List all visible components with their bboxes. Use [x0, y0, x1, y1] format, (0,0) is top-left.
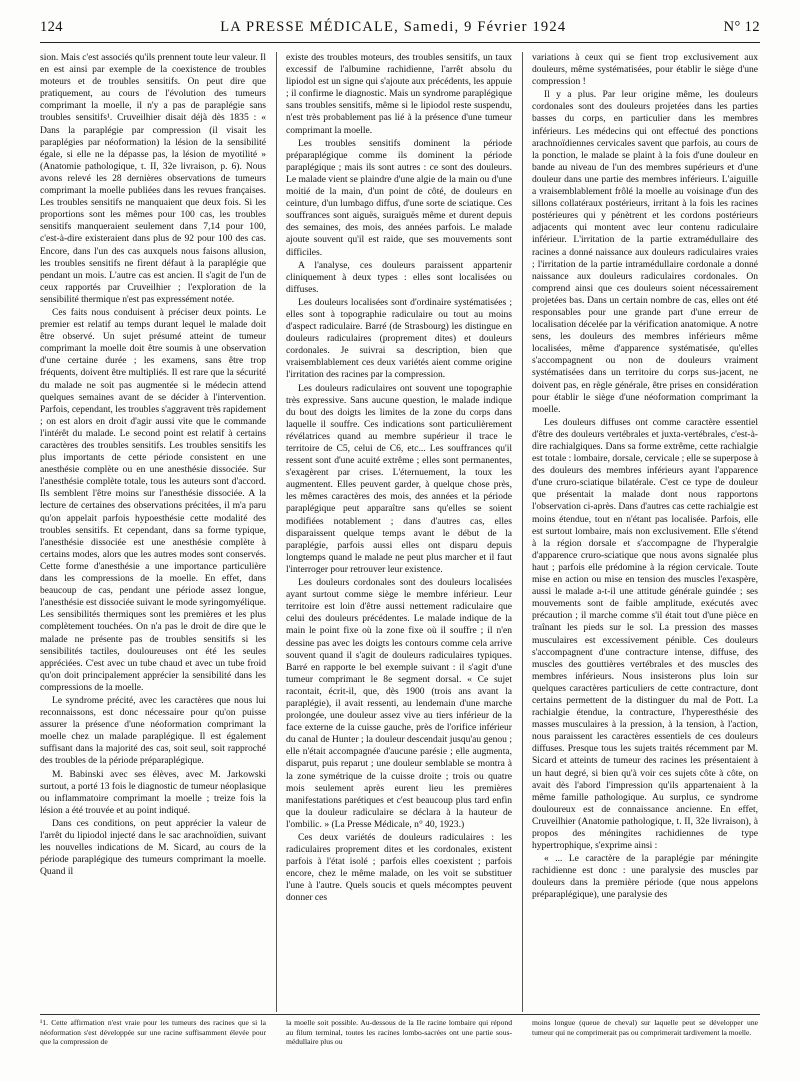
paragraph: variations à ceux qui se fient trop exclusivement aux douleurs, même systématisées, pour établir le siège d'une compression !: [532, 52, 758, 88]
footnote: la moelle soit possible. Au-dessous de la IIe racine lombaire qui répond au filum terminal, toutes les racines lombo-sacrées ont une partie sous-médullaire plus ou: [286, 1018, 512, 1047]
paragraph: sion. Mais c'est associés qu'ils prennent toute leur valeur. Il en est ainsi par exemple de la coexistence de troubles moteurs et de troubles sensitifs. On peut dire que pratiquement, au cours de l'évolution des tumeurs comprimant la moelle, il n'y a pas de paraplégie sans troubles sensitifs¹. Cruveilhier disait déjà dès 1835 : « Dans la paraplégie par compression (il visait les paraplégies par néoformation) la lésion de la sensibilité égale, si elle ne la dépasse pas, la lésion de myotilité » (Anatomie pathologique, t. II, 32e livraison, p. 6). Nous avons relevé les 28 dernières observations de tumeurs comprimant la moelle publiées dans les revues françaises. Les troubles sensitifs ne manquaient que deux fois. Si les proportions sont les mêmes pour 100 cas, les troubles sensitifs manqueraient seulement dans 7,14 pour 100, c'est-à-dire existeraient dans plus de 92 pour 100 des cas. Encore, dans l'un des cas auxquels nous faisons allusion, les troubles sensitifs ne firent défaut à la paraplégie que pendant un mois. L'autre cas est ancien. Il s'agit de l'un de ceux rapportés par Cruveilhier ; l'exploration de la sensibilité thermique n'est pas expressément notée.: [40, 52, 266, 305]
paragraph: Les douleurs cordonales sont des douleurs localisées ayant surtout comme siège le membre inférieur. Leur territoire est loin d'être aussi nettement radiculaire que celui des douleurs précédentes. Le malade indique de la main le point fixe où la zone fixe où il souffre ; il n'en dessine pas avec les doigts les contours comme cela arrive souvent quand il s'agit de douleurs radiculaires typiques. Barré en rapporte le bel exemple suivant : il s'agit d'une tumeur comprimant le 8e segment dorsal. « Ce sujet racontait, écrit-il, que, dès 1900 (trois ans avant la paraplégie), il avait ressenti, au lendemain d'une marche prolongée, une douleur assez vive au tiers inférieur de la face externe de la cuisse gauche, près de l'orifice inférieur du canal de Hunter ; la douleur descendait jusqu'au genou ; elle n'était accompagnée d'aucune parésie ; elle augmenta, disparut, puis reparut ; une douleur semblable se montra à la zone symétrique de la cuisse droite ; trois ou quatre mois seulement après eurent lieu les premières manifestations parétiques et c'est beaucoup plus tard enfin que la douleur radiculaire se déclara à la hauteur de l'ombilic. » (La Presse Médicale, n° 40, 1923.): [286, 577, 512, 830]
paragraph: Ces faits nous conduisent à préciser deux points. Le premier est relatif au temps durant lequel le malade doit être observé. Un sujet présumé atteint de tumeur comprimant la moelle doit être soumis à une observation d'une certaine durée ; les examens, sans être trop fréquents, doivent être multipliés. Il est rare que la sécurité du malade ne soit pas augmentée si le médecin attend quelques semaines avant de se décider à l'intervention. Parfois, cependant, les troubles s'aggravent très rapidement ; on est alors en droit d'agir aussi vite que le commande l'intérêt du malade. Le second point est relatif à certains caractères des troubles sensitifs. Les troubles sensitifs les plus importants de cette période consistent en une anesthésie complète ou en une anesthésie dissociée. Sur l'anesthésie complète totale, tous les auteurs sont d'accord. Ils semblent l'être moins sur l'anesthésie dissociée. A la lecture de certaines des observations précitées, il m'a paru qu'on appelait parfois hypoesthésie cette modalité des troubles sensitifs. Et cependant, dans sa forme typique, l'anesthésie dissociée est une anesthésie complète à certains modes, alors que les autres modes sont conservés. Cette forme d'anesthésie a une importance particulière dans les compressions de la moelle. En effet, dans beaucoup de cas, pendant une période assez longue, l'anesthésie est dissociée suivant le mode syringomyélique. Les sensibilités thermiques sont les premières et les plus complètement touchées. On n'a pas le droit de dire que le malade ne présente pas de troubles sensitifs si les sensibilités tactiles, douloureuses ont été les seules appréciées. C'est avec un tube chaud et avec un tube froid qu'on doit principalement apprécier la sensibilité dans les compressions de la moelle.: [40, 306, 266, 693]
paragraph: Dans ces conditions, on peut apprécier la valeur de l'arrêt du lipiodol injecté dans le sac arachnoïdien, suivant les nouvelles indications de M. Sicard, au cours de la période paraplégique des tumeurs comprimant la moelle. Quand il: [40, 817, 266, 878]
issue-number: N° 12: [723, 18, 760, 35]
paragraph: Les douleurs localisées sont d'ordinaire systématisées ; elles sont à topographie radiculaire ou tout au moins d'aspect radiculaire. Barré (de Strasbourg) les distingue en douleurs radiculaires (proprement dites) et douleurs cordonales. Je suivrai sa description, bien que vraisemblablement ces deux variétés aient comme origine l'irritation des racines par la compression.: [286, 296, 512, 381]
paragraph: Les douleurs radiculaires ont souvent une topographie très expressive. Sans aucune question, le malade indique du bout des doigts les limites de la zone du corps dans laquelle il souffre. Ces indications sont particulièrement révélatrices quand au membre supérieur il trace le territoire de C5, celui de C6, etc... Les souffrances qu'il ressent sont d'une acuité extrême ; elles sont permanentes, s'exagèrent par crises. L'éternuement, la toux les augmentent. Elles peuvent garder, à quelque chose près, les mêmes caractères des mois, des années et la période paraplégique peut apparaître sans qu'elles se soient modifiées notablement ; dans d'autres cas, elles disparaissent quelque temps avant le début de la paraplégie, parfois aussi elles ont disparu depuis longtemps quand le malade ne peut plus marcher et il faut l'interroger pour retrouver leur existence.: [286, 382, 512, 575]
paragraph: M. Babinski avec ses élèves, avec M. Jarkowski surtout, a porté 13 fois le diagnostic de tumeur néoplasique ou inflammatoire comprimant la moelle ; treize fois la lésion a été trouvée et au point indiqué.: [40, 768, 266, 816]
page-header: [40, 14, 760, 40]
footnote-rule: [40, 1014, 760, 1015]
column-divider: [276, 52, 277, 1012]
paragraph: Le syndrome précité, avec les caractères que nous lui reconnaissons, est donc nécessaire pour qu'on puisse assurer la présence d'une néoformation comprimant la moelle chez un malade paraplégique. Il est également suffisant dans la majorité des cas, soit seul, soit rapproché des troubles de la période préparaplégique.: [40, 694, 266, 767]
paragraph: Les troubles sensitifs dominent la période préparaplégique comme ils dominent la période paraplégique ; mais ils sont autres : ce sont des douleurs. Le malade vient se plaindre d'une algie de la main ou d'une moitié de la main, d'un point de côté, de douleurs en ceinture, d'un lumbago diffus, d'une sorte de sciatique. Ces souffrances sont aiguës, suraiguës même et durent depuis des semaines, des mois, des années parfois. Le malade ajoute souvent qu'il est raide, que ses mouvements sont difficiles.: [286, 137, 512, 258]
paragraph: existe des troubles moteurs, des troubles sensitifs, un taux excessif de l'albumine rachidienne, l'arrêt absolu du lipiodol est un signe qui s'ajoute aux précédents, les appuie ; il confirme le diagnostic. Mais un syndrome paraplégique sans troubles sensitifs, même si le lipiodol reste suspendu, n'est très probablement pas lié à la présence d'une tumeur comprimant la moelle.: [286, 52, 512, 136]
paragraph: Les douleurs diffuses ont comme caractère essentiel d'être des douleurs vertébrales et juxta-vertébrales, c'est-à-dire rachialgiques. Dans sa forme extrême, cette rachialgie est totale : lombaire, dorsale, cervicale ; elle se superpose à des douleurs des membres inférieurs ayant l'apparence d'une cruro-sciatique bilatérale. C'est ce type de douleur que présentait la malade dont nous rapportons l'observation ci-après. Dans d'autres cas cette rachialgie est moins étendue, tout en n'étant pas localisée. Parfois, elle est surtout lombaire, mais non exclusivement. Elle s'étend à la région dorsale et s'accompagne de l'hyperalgie d'apparence cruro-sciatique que nous avons signalée plus haut ; parfois elle prédomine à la région cervicale. Toute mise en action ou mise en tension des muscles l'exaspère, aussi le malade a-t-il une attitude générale guindée ; ses mouvements sont de faible amplitude, exécutés avec précaution ; il marche comme s'il était tout d'une pièce en traînant les pieds sur le sol. La pression des masses musculaires est excessivement pénible. Ces douleurs s'accompagnent d'une contracture intense, diffuse, des muscles des gouttières vertébrales et des muscles des membres inférieurs. Nous insisterons plus loin sur quelques caractères particuliers de cette contracture, dont certains permettent de la distinguer du mal de Pott. La rachialgie étendue, la contracture, l'hyperesthésie des masses musculaires à la pression, à la tension, à l'action, nous paraissent les caractères essentiels de ces douleurs diffuses. Presque tous les sujets traités récemment par M. Sicard et atteints de tumeur des racines les présentaient à un haut degré, si bien qu'à voir ces sujets côte à côte, on avait dès l'abord l'impression qu'ils appartenaient à la même famille pathologique. Au surplus, ce syndrome douloureux est de connaissance ancienne. En effet, Cruveilhier (Anatomie pathologique, t. II, 32e livraison), à propos des méningites rachidiennes de type hypertrophique, s'exprime ainsi :: [532, 416, 758, 852]
text-column-3: [532, 52, 758, 1012]
journal-title: LA PRESSE MÉDICALE, Samedi, 9 Février 1924: [220, 18, 567, 35]
text-column-2: [286, 52, 512, 1012]
paragraph: « ... Le caractère de la paraplégie par méningite rachidienne est donc : une paralysie des muscles par douleurs dans la première période (que nous appelons préparaplégique), une paralysie des: [532, 853, 758, 901]
paragraph: Il y a plus. Par leur origine même, les douleurs cordonales sont des douleurs projetées dans les parties basses du corps, en particulier dans les membres inférieurs. Les médecins qui ont effectué des ponctions arachnoïdiennes cervicales savent que parfois, au cours de la ponction, le malade se plaint à la fois d'une douleur en bande au niveau de l'un des membres supérieurs et d'une douleur dans une partie des membres inférieurs. L'aiguille a vraisemblablement frôlé la moelle au voisinage d'un des sillons collatéraux postérieurs, irritant à la fois les racines postérieures qui y pénètrent et les cordons postérieurs adjacents qui montent avec leur contenu radiculaire inférieur. L'irritation de la partie extramédullaire des racines a donné naissance aux douleurs radiculaires vraies ; l'irritation de la partie intramédullaire cordonale a donné naissance aux douleurs radiculaires cordonales. On comprend ainsi que ces douleurs soient nécessairement projetées bas. Dans un certain nombre de cas, elles ont été responsables pour une grande part d'une erreur de localisation décelée par la vérification anatomique. A notre sens, les douleurs des membres inférieurs même localisées, même d'apparence systématisée, qu'elles s'accompagnent ou non de douleurs vraiment systématisées dans un territoire du corps sus-jacent, ne doivent pas, en règle générale, être prises en considération pour établir le siège d'une néoformation comprimant la moelle.: [532, 89, 758, 415]
paragraph: Ces deux variétés de douleurs radiculaires : les radiculaires proprement dites et les cordonales, existent parfois à l'état isolé ; parfois elles coexistent ; parfois encore, chez le même malade, on les voit se substituer l'une à l'autre. Quels soucis et quels mécomptes peuvent donner ces: [286, 832, 512, 904]
text-column-1: [40, 52, 266, 1012]
column-divider: [522, 52, 523, 1012]
footnote: moins longue (queue de cheval) sur laquelle peut se développer une tumeur qui ne comprimerait pas ou comprimerait tardivement la moelle.: [532, 1018, 758, 1037]
header-rule: [40, 42, 760, 43]
footnote: ¹1. Cette affirmation n'est vraie pour les tumeurs des racines que si la néoformation s'est développée sur une racine suffisamment élevée pour que la compression de: [40, 1018, 266, 1047]
page-number: 124: [40, 18, 63, 35]
paragraph: A l'analyse, ces douleurs paraissent appartenir cliniquement à deux types : elles sont localisées ou diffuses.: [286, 259, 512, 295]
